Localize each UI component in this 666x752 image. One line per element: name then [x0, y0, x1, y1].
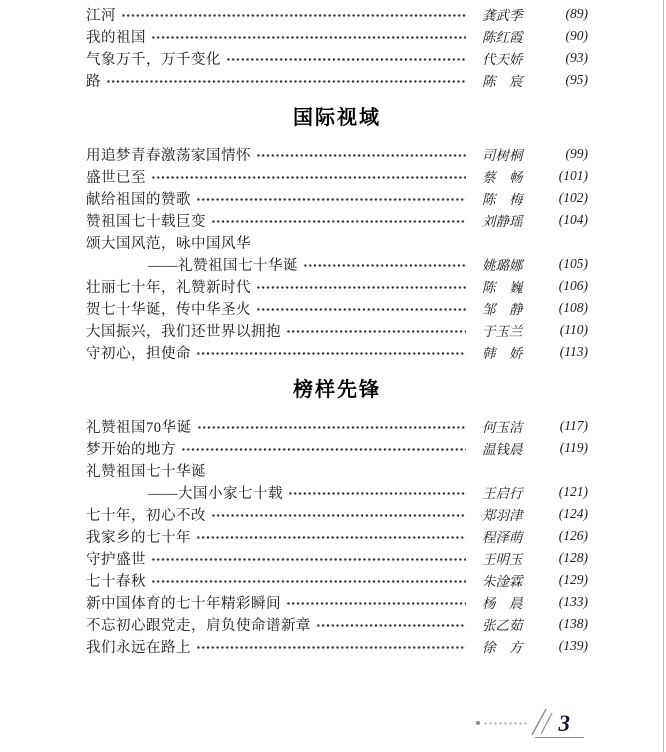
toc-entry [86, 25, 588, 47]
entry-author: 陈 巍 [482, 280, 523, 295]
footer-underline [535, 737, 585, 739]
entry-author: 徐 方 [482, 640, 523, 655]
entry-title: 不忘初心跟党走，肩负使命谱新章 [86, 617, 311, 634]
entry-title: 我们永远在路上 [86, 639, 191, 656]
page-edge-line [663, 0, 664, 752]
entry-page-number: (104) [558, 212, 588, 227]
toc-entry [86, 47, 588, 69]
entry-author: 韩 娇 [482, 346, 523, 361]
entry-page-number: (95) [565, 72, 588, 87]
dot-leader [288, 492, 466, 495]
dot-leader [151, 580, 466, 583]
entry-author: 郑羽津 [482, 508, 523, 523]
entry-author: 于玉兰 [482, 324, 523, 339]
dot-leader [181, 448, 466, 451]
entry-title: 守护盛世 [86, 551, 146, 568]
entry-title: ——礼赞祖国七十华诞 [148, 257, 298, 274]
entry-page-number: (124) [558, 506, 588, 521]
entry-page-number: (113) [559, 344, 588, 359]
entry-author: 陈 宸 [482, 74, 523, 89]
dot-leader [151, 36, 466, 39]
toc-entry [86, 3, 588, 25]
toc-entry [86, 275, 588, 297]
entry-author: 龚武季 [482, 8, 523, 23]
entry-page-number: (93) [565, 50, 588, 65]
entry-author: 邹 静 [482, 302, 523, 317]
entry-title: 梦开始的地方 [86, 441, 176, 458]
entry-page-number: (105) [558, 256, 588, 271]
entry-page-number: (102) [558, 190, 588, 205]
dot-leader [196, 646, 466, 649]
entry-author: 姚璐娜 [482, 258, 523, 273]
dot-leader [151, 558, 466, 561]
toc-entry [86, 187, 588, 209]
toc-entry [86, 341, 588, 363]
entry-title: 七十春秋 [86, 573, 146, 590]
dot-leader [211, 220, 466, 223]
dot-leader [211, 514, 466, 517]
entry-title: 献给祖国的赞歌 [86, 191, 191, 208]
footer-dotted-leader [483, 722, 529, 725]
entry-title: 盛世已至 [86, 169, 146, 186]
entry-page-number: (126) [558, 528, 588, 543]
entry-title: 礼赞祖国70华诞 [86, 419, 192, 436]
entry-page-number: (128) [558, 550, 588, 565]
entry-page-number: (90) [565, 28, 588, 43]
entry-title: 用追梦青春激荡家国情怀 [86, 147, 251, 164]
dot-leader [226, 58, 466, 61]
entry-page-number: (138) [558, 616, 588, 631]
entry-title: 我家乡的七十年 [86, 529, 191, 546]
dot-leader [286, 330, 466, 333]
dot-leader [286, 602, 466, 605]
toc-entry [86, 613, 588, 635]
entry-page-number: (139) [558, 638, 588, 653]
entry-author: 王启行 [482, 486, 523, 501]
dot-leader [256, 308, 466, 311]
footer-dot-icon [476, 721, 480, 725]
entry-page-number: (89) [565, 6, 588, 21]
entry-page-number: (101) [558, 168, 588, 183]
entry-author: 司树桐 [482, 148, 523, 163]
entry-title: 礼赞祖国七十华诞 [86, 463, 206, 480]
page-footer [476, 708, 581, 738]
entry-page-number: (110) [559, 322, 588, 337]
entry-title: 江河 [86, 7, 116, 24]
toc-entry [86, 437, 588, 459]
toc-entry [86, 525, 588, 547]
entry-page-number: (108) [558, 300, 588, 315]
entry-title: 壮丽七十年，礼赞新时代 [86, 279, 251, 296]
toc-entry [86, 231, 588, 253]
toc-entry [86, 569, 588, 591]
entry-author: 温钱晨 [482, 442, 523, 457]
entry-author: 刘静瑶 [482, 214, 523, 229]
entry-author: 陈 梅 [482, 192, 523, 207]
entry-title: 七十年，初心不改 [86, 507, 206, 524]
toc-entry [86, 69, 588, 91]
entry-page-number: (129) [558, 572, 588, 587]
toc-list [86, 3, 588, 657]
entry-page-number: (117) [559, 418, 588, 433]
toc-entry [86, 319, 588, 341]
entry-title: 贺七十华诞，传中华圣火 [86, 301, 251, 318]
entry-title: 赞祖国七十载巨变 [86, 213, 206, 230]
entry-title: 我的祖国 [86, 29, 146, 46]
dot-leader [256, 286, 466, 289]
entry-title: 大国振兴，我们还世界以拥抱 [86, 323, 281, 340]
toc-entry [86, 547, 588, 569]
dot-leader [256, 154, 466, 157]
toc-entry [86, 165, 588, 187]
toc-entry [86, 591, 588, 613]
dot-leader [151, 176, 466, 179]
toc-entry [86, 297, 588, 319]
toc-entry [86, 143, 588, 165]
entry-page-number: (133) [558, 594, 588, 609]
dot-leader [121, 14, 466, 17]
section-heading: 国际视域 [293, 107, 381, 129]
entry-author: 朱淦霖 [482, 574, 523, 589]
entry-title: 路 [86, 73, 101, 90]
toc-entry [86, 635, 588, 657]
dot-leader [316, 624, 466, 627]
entry-page-number: (119) [559, 440, 588, 455]
entry-author: 杨 晨 [482, 596, 523, 611]
entry-page-number: (106) [558, 278, 588, 293]
entry-title: ——大国小家七十载 [148, 485, 283, 502]
toc-entry [86, 503, 588, 525]
dot-leader [303, 264, 466, 267]
entry-author: 何玉洁 [482, 420, 523, 435]
footer-page-ornament [529, 708, 581, 738]
toc-entry [86, 253, 588, 275]
toc-entry [86, 481, 588, 503]
entry-title: 守初心，担使命 [86, 345, 191, 362]
toc-entry [86, 415, 588, 437]
entry-author: 程泽萌 [482, 530, 523, 545]
entry-author: 张乙茹 [482, 618, 523, 633]
dot-leader [196, 352, 466, 355]
entry-author: 代天娇 [482, 52, 523, 67]
dot-leader [106, 80, 466, 83]
toc-entry [86, 459, 588, 481]
dot-leader [196, 198, 466, 201]
section-heading: 榜样先锋 [293, 379, 381, 401]
toc-entry [86, 209, 588, 231]
page-number: 3 [558, 711, 570, 736]
entry-title: 颂大国风范，咏中国风华 [86, 235, 251, 252]
dot-leader [197, 426, 467, 429]
dot-leader [196, 536, 466, 539]
entry-author: 陈红霞 [482, 30, 523, 45]
entry-title: 气象万千，万千变化 [86, 51, 221, 68]
entry-author: 蔡 畅 [482, 170, 523, 185]
entry-page-number: (99) [565, 146, 588, 161]
entry-page-number: (121) [558, 484, 588, 499]
entry-title: 新中国体育的七十年精彩瞬间 [86, 595, 281, 612]
entry-author: 王明玉 [482, 552, 523, 567]
